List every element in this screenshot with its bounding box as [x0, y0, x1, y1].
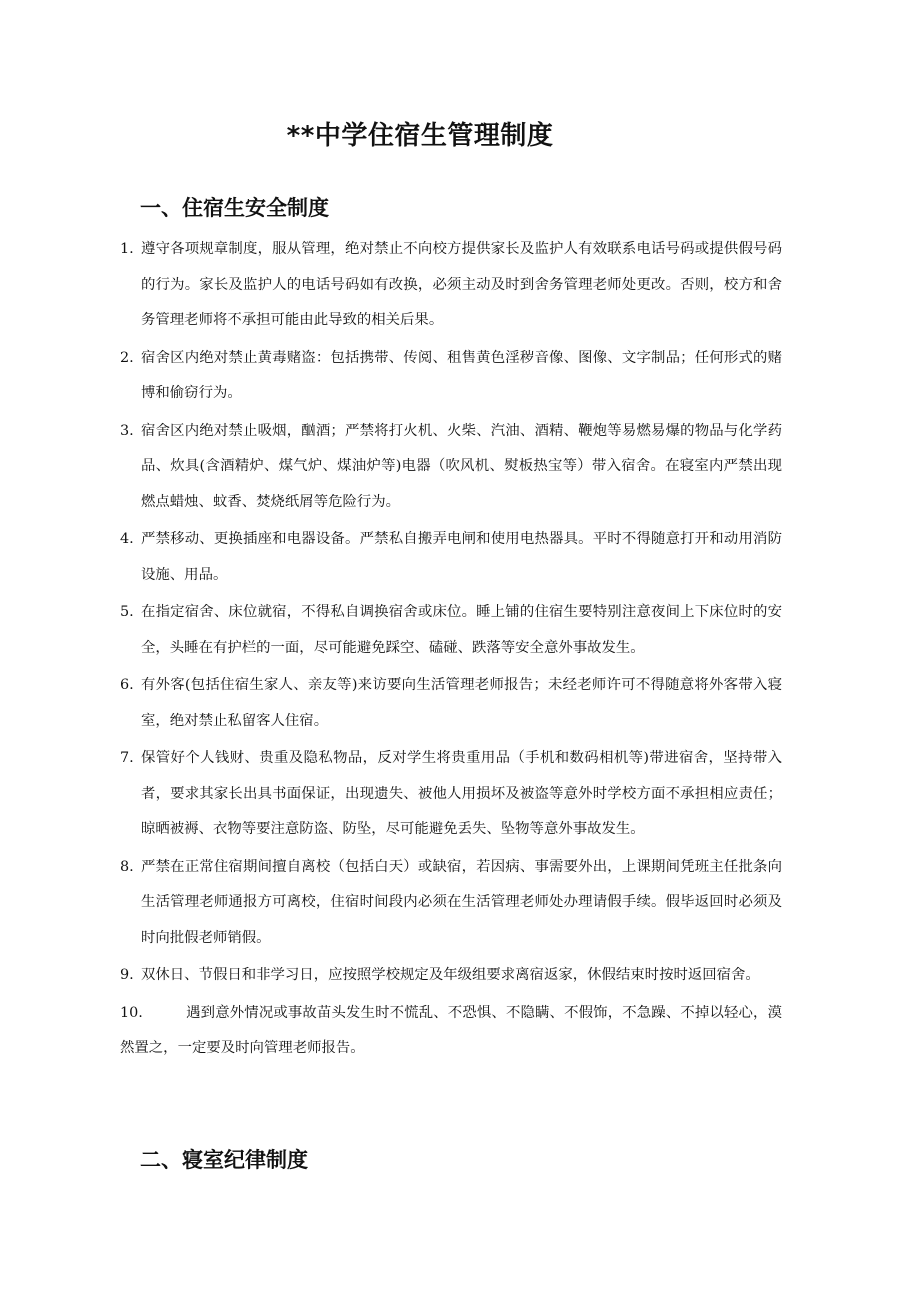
list-item	[120, 341, 782, 412]
item-text: 宿舍区内绝对禁止吸烟，酗酒；严禁将打火机、火柴、汽油、酒精、鞭炮等易燃易爆的物品与化学药品、炊具(含酒精炉、煤气炉、煤油炉等)电器（吹风机、熨板热宝等）带入宿舍。在寝室内严禁出现燃点蜡烛、蚊香、焚烧纸屑等危险行为。	[141, 422, 782, 510]
item-number: 3.	[120, 422, 134, 439]
list-item	[120, 668, 782, 739]
item-text: 在指定宿舍、床位就宿，不得私自调换宿舍或床位。睡上铺的住宿生要特别注意夜间上下床位时的安全，头睡在有护栏的一面，尽可能避免踩空、磕碰、跌落等安全意外事故发生。	[141, 604, 782, 656]
item-number: 6.	[120, 677, 134, 693]
item-number: 1.	[120, 241, 134, 257]
item-number: 2.	[120, 349, 134, 366]
list-item	[120, 232, 782, 339]
safety-rules-list	[120, 232, 782, 1069]
list-item	[120, 522, 782, 593]
item-number: 8.	[120, 858, 134, 875]
item-text: 保管好个人钱财、贵重及隐私物品，反对学生将贵重用品（手机和数码相机等)带进宿舍，坚持带入者，要求其家长出具书面保证，出现遗失、被他人用损坏及被盗等意外时学校方面不承担相应责任；晾晒被褥、衣物等要注意防盗、防坠，尽可能避免丢失、坠物等意外事故发生。	[141, 750, 782, 837]
list-item	[120, 595, 782, 666]
section-heading-safety: 一、住宿生安全制度	[140, 196, 329, 220]
section-heading-discipline: 二、寝室纪律制度	[140, 1148, 308, 1172]
item-number: 5.	[120, 604, 134, 620]
item-number: 10.	[120, 1004, 143, 1021]
item-number: 7.	[120, 750, 134, 766]
item-text: 遇到意外情况或事故苗头发生时不慌乱、不恐惧、不隐瞒、不假饰，不急躁、不掉以轻心，漠然置之，一定要及时向管理老师报告。	[120, 1004, 782, 1056]
list-item	[120, 414, 782, 521]
item-text: 有外客(包括住宿生家人、亲友等)来访要向生活管理老师报告；未经老师许可不得随意将外客带入寝室，绝对禁止私留客人住宿。	[141, 677, 782, 729]
list-item	[120, 850, 782, 957]
item-number: 4.	[120, 531, 134, 547]
page-title: **中学住宿生管理制度	[286, 121, 554, 151]
list-item	[120, 741, 782, 848]
item-number: 9.	[120, 967, 134, 983]
list-item	[120, 996, 782, 1067]
item-text: 遵守各项规章制度，服从管理，绝对禁止不向校方提供家长及监护人有效联系电话号码或提供假号码的行为。家长及监护人的电话号码如有改换，必须主动及时到舍务管理老师处更改。否则，校方和舍务管理老师将不承担可能由此导致的相关后果。	[141, 241, 782, 328]
item-text: 双休日、节假日和非学习日，应按照学校规定及年级组要求离宿返家，休假结束时按时返回宿舍。	[141, 967, 760, 983]
item-text: 严禁在正常住宿期间擅自离校（包括白天）或缺宿，若因病、事需要外出，上课期间凭班主任批条向生活管理老师通报方可离校，住宿时间段内必须在生活管理老师处办理请假手续。假毕返回时必须及时向批假老师销假。	[141, 858, 782, 946]
list-item	[120, 958, 782, 994]
item-text: 宿舍区内绝对禁止黄毒赌盗：包括携带、传阅、租售黄色淫秽音像、图像、文字制品；任何形式的赌博和偷窃行为。	[141, 349, 782, 401]
item-text: 严禁移动、更换插座和电器设备。严禁私自搬弄电闸和使用电热器具。平时不得随意打开和动用消防设施、用品。	[141, 531, 782, 583]
